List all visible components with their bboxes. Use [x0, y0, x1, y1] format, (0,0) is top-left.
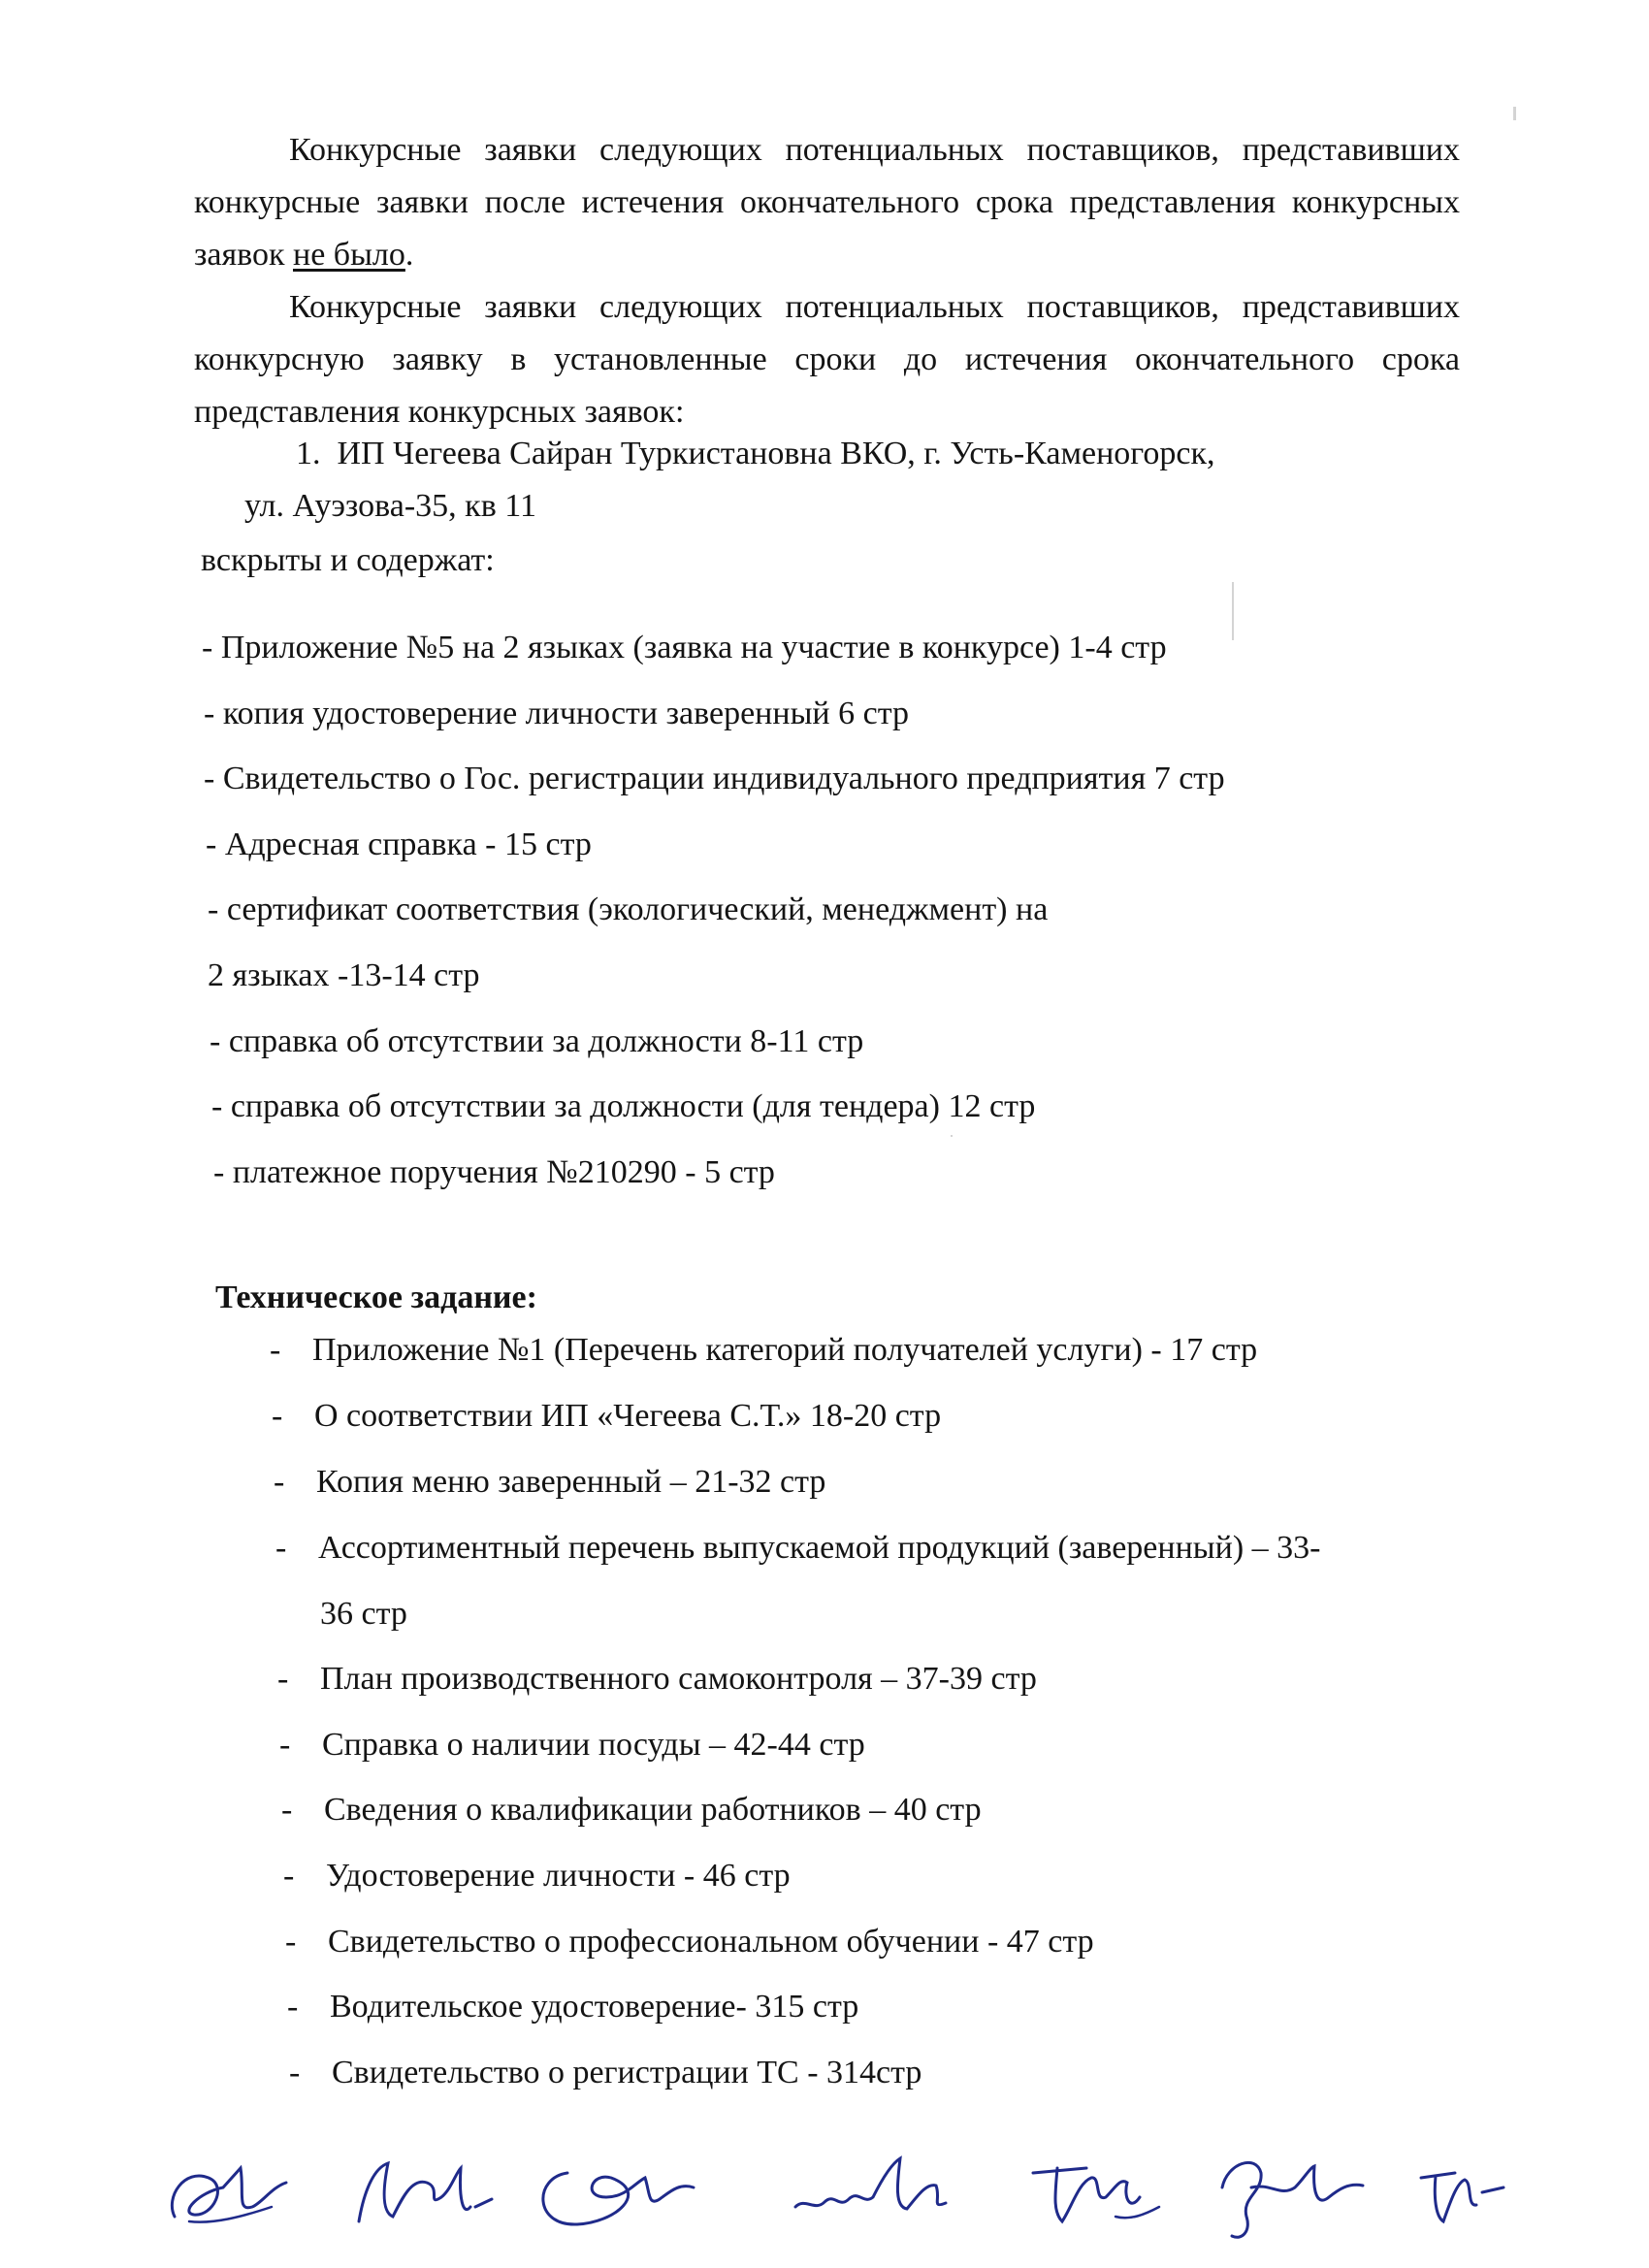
technical-item-continuation: 36 стр	[320, 1596, 407, 1632]
document-item: - справка об отсутствии за должности 8-11 стр	[210, 1023, 864, 1059]
document-item: - сертификат соответствия (экологический, менеджмент) на	[208, 891, 1049, 927]
signature-6	[1203, 2139, 1373, 2246]
technical-item: - Свидетельство о профессиональном обучении - 47 стр	[285, 1924, 1094, 1960]
supplier-line-1: 1. ИП Чегеева Сайран Туркистановна ВКО, г. Усть-Каменогорск,	[296, 436, 1215, 471]
technical-item: - Свидетельство о регистрации ТС - 314стр	[289, 2055, 922, 2090]
scan-speck	[1513, 107, 1516, 120]
technical-item: - Ассортиментный перечень выпускаемой продукций (заверенный) – 33-	[275, 1530, 1321, 1566]
signature-2	[335, 2139, 495, 2246]
paragraph-late-bids: Конкурсные заявки следующих потенциальных поставщиков, представивших конкурсные заявки после истечения окончательного срока представления конкурсных заявок не было.	[194, 132, 1460, 273]
technical-item: - Приложение №1 (Перечень категорий получателей услуги) - 17 стр	[270, 1332, 1258, 1368]
scan-speck	[951, 1135, 953, 1137]
signature-7	[1406, 2139, 1508, 2246]
signature-row	[155, 2139, 1513, 2255]
underlined-none: не было	[293, 237, 405, 273]
technical-item: - Сведения о квалификации работников – 40 стр	[281, 1792, 982, 1828]
signature-4	[786, 2139, 955, 2246]
document-item: - справка об отсутствии за должности (для тендера) 12 стр	[211, 1088, 1036, 1124]
document-item: 2 языках -13-14 стр	[208, 957, 480, 993]
signature-3	[524, 2139, 713, 2246]
signature-1	[155, 2139, 301, 2246]
technical-item: - О соответствии ИП «Чегеева С.Т.» 18-20 стр	[272, 1398, 942, 1434]
document-item: - Свидетельство о Гос. регистрации индивидуального предприятия 7 стр	[204, 761, 1225, 796]
technical-heading: Техническое задание:	[215, 1280, 537, 1315]
technical-item: - План производственного самоконтроля – 37-39 стр	[277, 1661, 1037, 1697]
document-item: - копия удостоверение личности заверенный 6 стр	[204, 696, 909, 731]
paragraph-timely-bids: Конкурсные заявки следующих потенциальных поставщиков, представивших конкурсную заявку в установленные сроки до истечения окончательного срока представления конкурсных заявок:	[194, 289, 1460, 430]
document-item: - Приложение №5 на 2 языках (заявка на участие в конкурсе) 1-4 стр	[202, 630, 1167, 665]
document-item: - Адресная справка - 15 стр	[206, 826, 592, 862]
scan-speck	[1232, 582, 1234, 640]
technical-item: - Справка о наличии посуды – 42-44 стр	[279, 1727, 865, 1763]
opened-label: вскрыты и содержат:	[201, 542, 495, 578]
technical-item: - Копия меню заверенный – 21-32 стр	[274, 1464, 826, 1500]
supplier-line-2: ул. Ауэзова-35, кв 11	[244, 488, 536, 524]
technical-item: - Удостоверение личности - 46 стр	[283, 1858, 791, 1894]
document-item: - платежное поручения №210290 - 5 стр	[213, 1154, 775, 1190]
signature-5	[1018, 2139, 1174, 2246]
technical-item: - Водительское удостоверение- 315 стр	[287, 1989, 859, 2025]
